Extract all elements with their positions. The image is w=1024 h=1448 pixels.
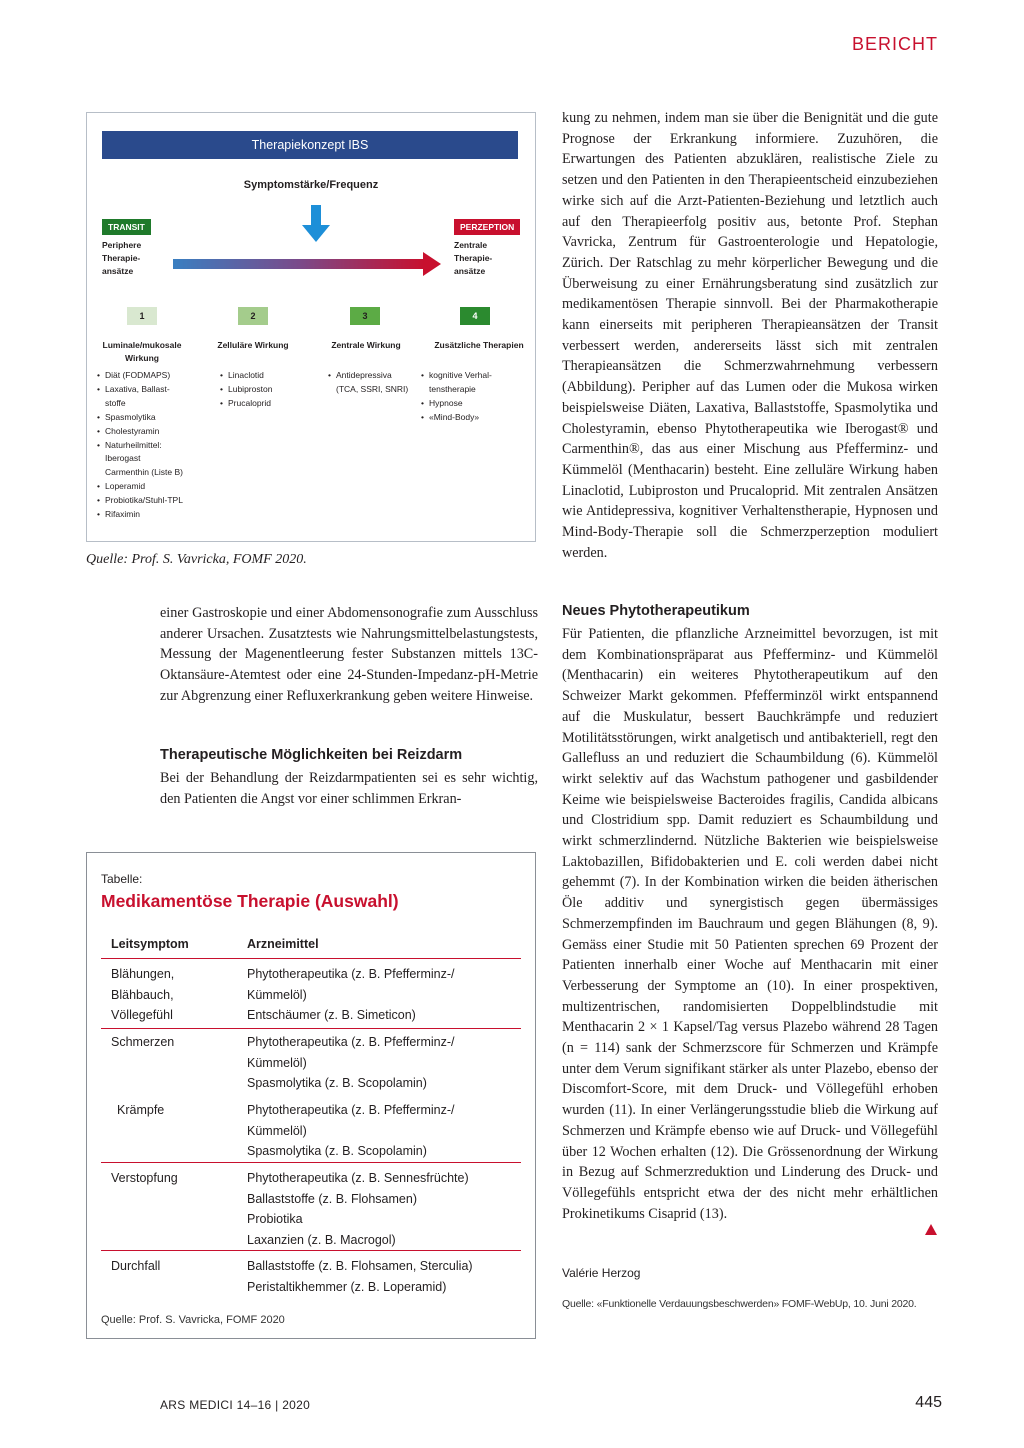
- end-triangle-icon: [925, 1224, 937, 1235]
- author-name: Valérie Herzog: [562, 1266, 641, 1280]
- table-header-drug: Arzneimittel: [247, 937, 319, 951]
- table-row-drugs: Ballaststoffe (z. B. Flohsamen, Sterculia) Peristaltikhemmer (z. B. Loperamid): [247, 1259, 473, 1294]
- figure-list-item: • Laxativa, Ballast-: [97, 383, 205, 397]
- figure-title: Therapiekonzept IBS: [102, 131, 518, 159]
- table-row-drugs: Phytotherapeutika (z. B. Pfefferminz-/ Kümmelöl) Spasmolytika (z. B. Scopolamin): [247, 1035, 455, 1090]
- central-list: [328, 369, 424, 397]
- column-head-luminal: Luminale/mukosale Wirkung: [102, 340, 182, 363]
- table-row-symptom: Durchfall: [111, 1259, 161, 1273]
- figure-list-item: • «Mind-Body»: [421, 411, 531, 425]
- figure-list-item: (TCA, SSRI, SNRI): [336, 383, 409, 394]
- figure-list-item: • Antidepressiva: [328, 369, 424, 383]
- additional-list: [421, 369, 531, 425]
- stage-1-box: 1: [127, 307, 157, 325]
- perzeption-tag: PERZEPTION: [454, 219, 520, 235]
- figure-caption: Quelle: Prof. S. Vavricka, FOMF 2020.: [86, 552, 307, 567]
- table-row-drugs: Phytotherapeutika (z. B. Pfefferminz-/ Kümmelöl) Entschäumer (z. B. Simeticon): [247, 967, 455, 1022]
- body-text-left-1: einer Gastroskopie und einer Abdomensonografie zum Ausschluss anderer Ursachen. Zusatztests wie Nahrungsmittelbelastungstests, Messung der Magenentleerung fester Substanzen mittels 13C-Oktansäure-Atemtest oder eine 24-Stunden-Impedanz-pH-Metrie zur Abgrenzung einer Refluxerkrankung geben weitere Hinweise.: [160, 605, 538, 704]
- figure-list-item: tenstherapie: [429, 383, 476, 394]
- figure-list-item: • Lubiproston: [220, 383, 316, 397]
- figure-list-item: • Naturheilmittel:: [97, 439, 205, 453]
- heading-new-phytotherapeutic: Neues Phytotherapeutikum: [562, 603, 750, 619]
- figure-list-item: • Hypnose: [421, 397, 531, 411]
- figure-list-item: • Loperamid: [97, 480, 205, 494]
- gradient-arrow-icon: [173, 251, 443, 277]
- table-source: Quelle: Prof. S. Vavricka, FOMF 2020: [101, 1314, 285, 1326]
- table-row-symptom: Blähungen, Blähbauch, Völlegefühl: [111, 967, 175, 1022]
- peripheral-label: Periphere Therapie- ansätze: [102, 240, 142, 276]
- figure-list-item: stoffe: [105, 397, 126, 408]
- body-text-right-2: Für Patienten, die pflanzliche Arzneimittel bevorzugen, ist mit dem Kombinationspräparat aus Pfefferminz- und Kümmelöl (Menthacarin) ein weiteres Phytotherapeutikum auf den Schweizer Markt gekommen. Pfefferminzöl wirkt entspannend auf die Muskulatur, bessert Bauchkrämpfe und reduziert Motilitätsstörungen, wirkt analgetisch und antibakteriell, regt den Gallefluss an und reduziert die Schaumbildung (6). Kümmelöl wirkt selektiv auf das Wachstum pathogener und gasbildender Keime wie beispielsweise Bacteroides fragilis, Candida albicans und Clostridium spp. Damit reduziert es Schaumbildung und wirkt schmerzlindernd. Nützliche Bakterien wie beispielsweise Laktobazillen, Bifidobakterien und E. coli werden dabei nicht gehemmt (7). In der Kombination wirken die beiden ätherischen Öle additiv und synergistisch gegen übermässiges Schmerzempfinden im Bauchraum und gegen Blähungen (8, 9). Gemäss einer Studie mit 50 Patienten sprechen 69 Prozent der Patienten innerhalb einer Woche auf Menthacarin mit einer Verbesserung der Symptome an (10). In einer prospektiven, multizentrischen, randomisierten Doppelblindstudie mit Menthacarin 2 × 1 Kapsel/Tag versus Plazebo während 28 Tagen (n = 114) sank der Schmerzscore für Schmerzen und Krämpfe unter dem Verum signifikant stärker als unter Plazebo, ebenso der Discomfort-Score, mit dem Druck- und Völlegefühl erhoben wurden (11). In einer Verlängerungsstudie blieb die Wirkung auf Schmerzen und Krämpfe ebenso wie auf Druck- und Völlegefühl über 12 Wochen erhalten (12). Die Grössenordnung der Wirkung in Bezug auf Schmerzreduktion und Linderung des Druck- und Völlegefühls entspricht etwa der des nicht mehr erhältlichen Prokinetikums Cisaprid (13).: [562, 626, 938, 1222]
- stage-4-box: 4: [460, 307, 490, 325]
- luminal-list: [97, 369, 205, 522]
- body-text-right-1: kung zu nehmen, indem man sie über die Benignität und die gute Prognose der Erkrankung informiere. Zuzuhören, die Erwartungen des Patienten abzuklären, realistische Ziele zu setzen und den Patienten in den Therapieentscheid einzubeziehen wirke sich auf die Arzt-Patienten-Beziehung und letztlich auch auf den Therapieerfolg positiv aus, betonte Prof. Stephan Vavricka, Zentrum für Gastroenterologie und Hepatologie, Zürich. Der Ratschlag zu mehr körperlicher Bewegung und die Überweisung zu einer Ernährungsberatung sind zusätzlich zur medikamentösen Therapie sinnvoll. Bei der Pharmakotherapie kann einerseits mit peripheren Therapieansätzen der Transit verbessert werden, andererseits lässt sich mit zentralen Therapieansätzen die Schmerzwahrnehmung verbessern (Abbildung). Peripher auf das Lumen oder die Mukosa wirken beispielsweise Diäten, Laxativa, Ballaststoffe, Spasmolytika und Cholestyramin, ebenso Phytotherapeutika wie Iberogast® und Carmenthin®, das aus einer Mischung aus Pfefferminz- und Kümmelöl (Menthacarin) besteht. Eine zelluläre Wirkung haben Linaclotid, Lubiproston und Prucaloprid. Mit zentralen Ansätzen wie Antidepressiva, kognitiver Verhaltenstherapie, Hypnosen und Mind-Body-Therapie soll die Schmerzperzeption moduliert werden.: [562, 110, 938, 561]
- table-divider: [101, 1162, 521, 1163]
- table-row-drugs: Phytotherapeutika (z. B. Pfefferminz-/ Kümmelöl) Spasmolytika (z. B. Scopolamin): [247, 1103, 455, 1158]
- transit-tag: TRANSIT: [102, 219, 151, 235]
- column-head-cellular: Zelluläre Wirkung: [217, 340, 289, 350]
- central-label: Zentrale Therapie- ansätze: [454, 240, 493, 276]
- therapy-concept-figure: [86, 112, 536, 542]
- section-label: BERICHT: [851, 34, 938, 54]
- table-label: Tabelle:: [101, 872, 143, 886]
- column-head-additional: Zusätzliche Therapien: [434, 340, 524, 350]
- figure-list-item: • Probiotika/Stuhl-TPL: [97, 494, 205, 508]
- figure-list-item: Carmenthin (Liste B): [105, 467, 183, 478]
- table-header-symptom: Leitsymptom: [111, 937, 189, 951]
- stage-3-box: 3: [350, 307, 380, 325]
- footer-journal: ARS MEDICI 14–16 | 2020: [160, 1398, 311, 1412]
- table-row-drugs: Phytotherapeutika (z. B. Sennesfrüchte) Ballaststoffe (z. B. Flohsamen) Probiotika Laxanzien (z. B. Macrogol): [247, 1171, 469, 1247]
- table-divider: [101, 1250, 521, 1251]
- table-row-symptom: Schmerzen: [111, 1035, 175, 1049]
- figure-list-item: • Prucaloprid: [220, 397, 316, 411]
- table-title: Medikamentöse Therapie (Auswahl): [101, 891, 399, 911]
- body-text-left-2: Bei der Behandlung der Reizdarmpatienten sei es sehr wichtig, den Patienten die Angst vor einer schlimmen Erkran-: [160, 770, 538, 807]
- medication-table: [86, 852, 536, 1339]
- table-divider: [101, 1028, 521, 1029]
- figure-list-item: • Spasmolytika: [97, 411, 205, 425]
- down-arrow-icon: [301, 205, 331, 243]
- table-divider: [101, 958, 521, 959]
- figure-list-item: • kognitive Verhal-: [421, 369, 531, 383]
- column-head-central: Zentrale Wirkung: [331, 340, 401, 350]
- figure-subtitle: Symptomstärke/Frequenz: [243, 179, 379, 191]
- author-source: Quelle: «Funktionelle Verdauungsbeschwerden» FOMF-WebUp, 10. Juni 2020.: [562, 1298, 917, 1310]
- page-number: 445: [915, 1394, 942, 1411]
- figure-list-item: • Linaclotid: [220, 369, 316, 383]
- heading-therapy-options: Therapeutische Möglichkeiten bei Reizdarm: [160, 747, 463, 763]
- stage-2-box: 2: [238, 307, 268, 325]
- figure-list-item: • Rifaximin: [97, 508, 205, 522]
- figure-list-item: • Cholestyramin: [97, 425, 205, 439]
- table-row-symptom: Krämpfe: [117, 1103, 165, 1117]
- figure-list-item: • Diät (FODMAPS): [97, 369, 205, 383]
- cellular-list: [220, 369, 316, 411]
- table-row-symptom: Verstopfung: [111, 1171, 178, 1185]
- figure-list-item: Iberogast: [105, 453, 141, 464]
